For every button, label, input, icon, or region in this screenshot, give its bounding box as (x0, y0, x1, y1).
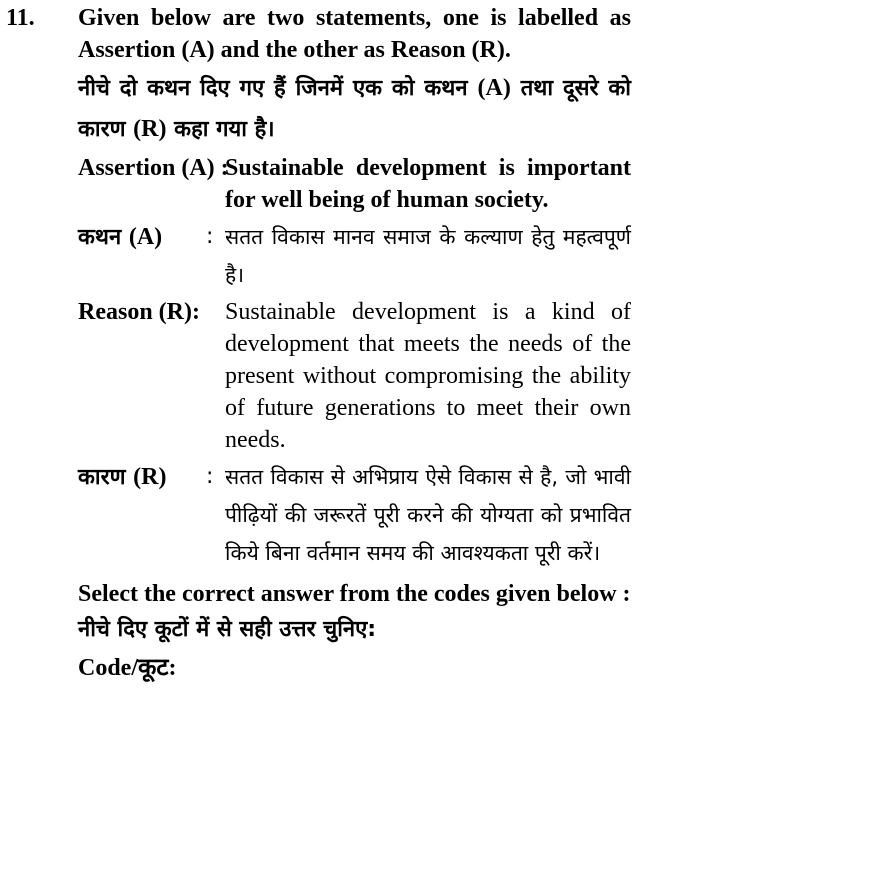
select-instruction-hindi: नीचे दिए कूटों में से सही उत्तर चुनिए: (78, 617, 377, 642)
assertion-hindi-label-word: कथन (78, 225, 122, 250)
assertion-hindi-colon: : (206, 224, 214, 249)
reason-hindi-label-r: (R) (133, 464, 167, 490)
assertion-english-label: Assertion (A) : (78, 155, 229, 181)
code-label: Code/कूट: (78, 655, 177, 681)
assertion-hindi-label-a: (A) (128, 224, 163, 250)
intro-hindi-part1: नीचे दो कथन दिए गए हैं जिनमें एक को कथन (78, 76, 468, 101)
intro-english: Given below are two statements, one is labelled as Assertion (A) and the other as Reason (R). (78, 5, 631, 63)
assertion-english-text: Sustainable development is important for well being of human society. (225, 155, 631, 213)
assertion-english-row (78, 152, 631, 216)
reason-hindi-label-word: कारण (78, 465, 126, 490)
intro-hindi-part3: कहा गया है। (174, 117, 275, 142)
intro-hindi-a: (A) (477, 75, 511, 101)
reason-hindi-row (78, 458, 631, 572)
reason-hindi-label (78, 458, 206, 572)
reason-english-text: Sustainable development is a kind of development that meets the needs of the present without compromising the ability of future generations to meet their own needs. (225, 299, 631, 453)
intro-hindi-part2: तथा दूसरे को कारण (78, 76, 632, 142)
assertion-hindi-label (78, 218, 206, 294)
assertion-hindi-row (78, 218, 631, 294)
reason-english-label: Reason (R): (78, 299, 200, 325)
reason-hindi-text: सतत विकास से अभिप्राय ऐसे विकास से है, जो भावी पीढ़ियों की जरूरतें पूरी करने की योग्यता को प्रभावित किये बिना वर्तमान समय की आवश्यकता पूरी करें। (225, 465, 631, 565)
intro-hindi (78, 68, 631, 150)
intro-hindi-r: (R) (133, 116, 167, 142)
question-number: 11. (6, 5, 35, 31)
reason-english-row (78, 296, 631, 456)
select-instruction-english: Select the correct answer from the codes given below : (78, 581, 631, 607)
assertion-hindi-text: सतत विकास मानव समाज के कल्याण हेतु महत्वपूर्ण है। (225, 225, 631, 287)
question-content (78, 2, 631, 684)
reason-hindi-colon: : (206, 464, 214, 489)
